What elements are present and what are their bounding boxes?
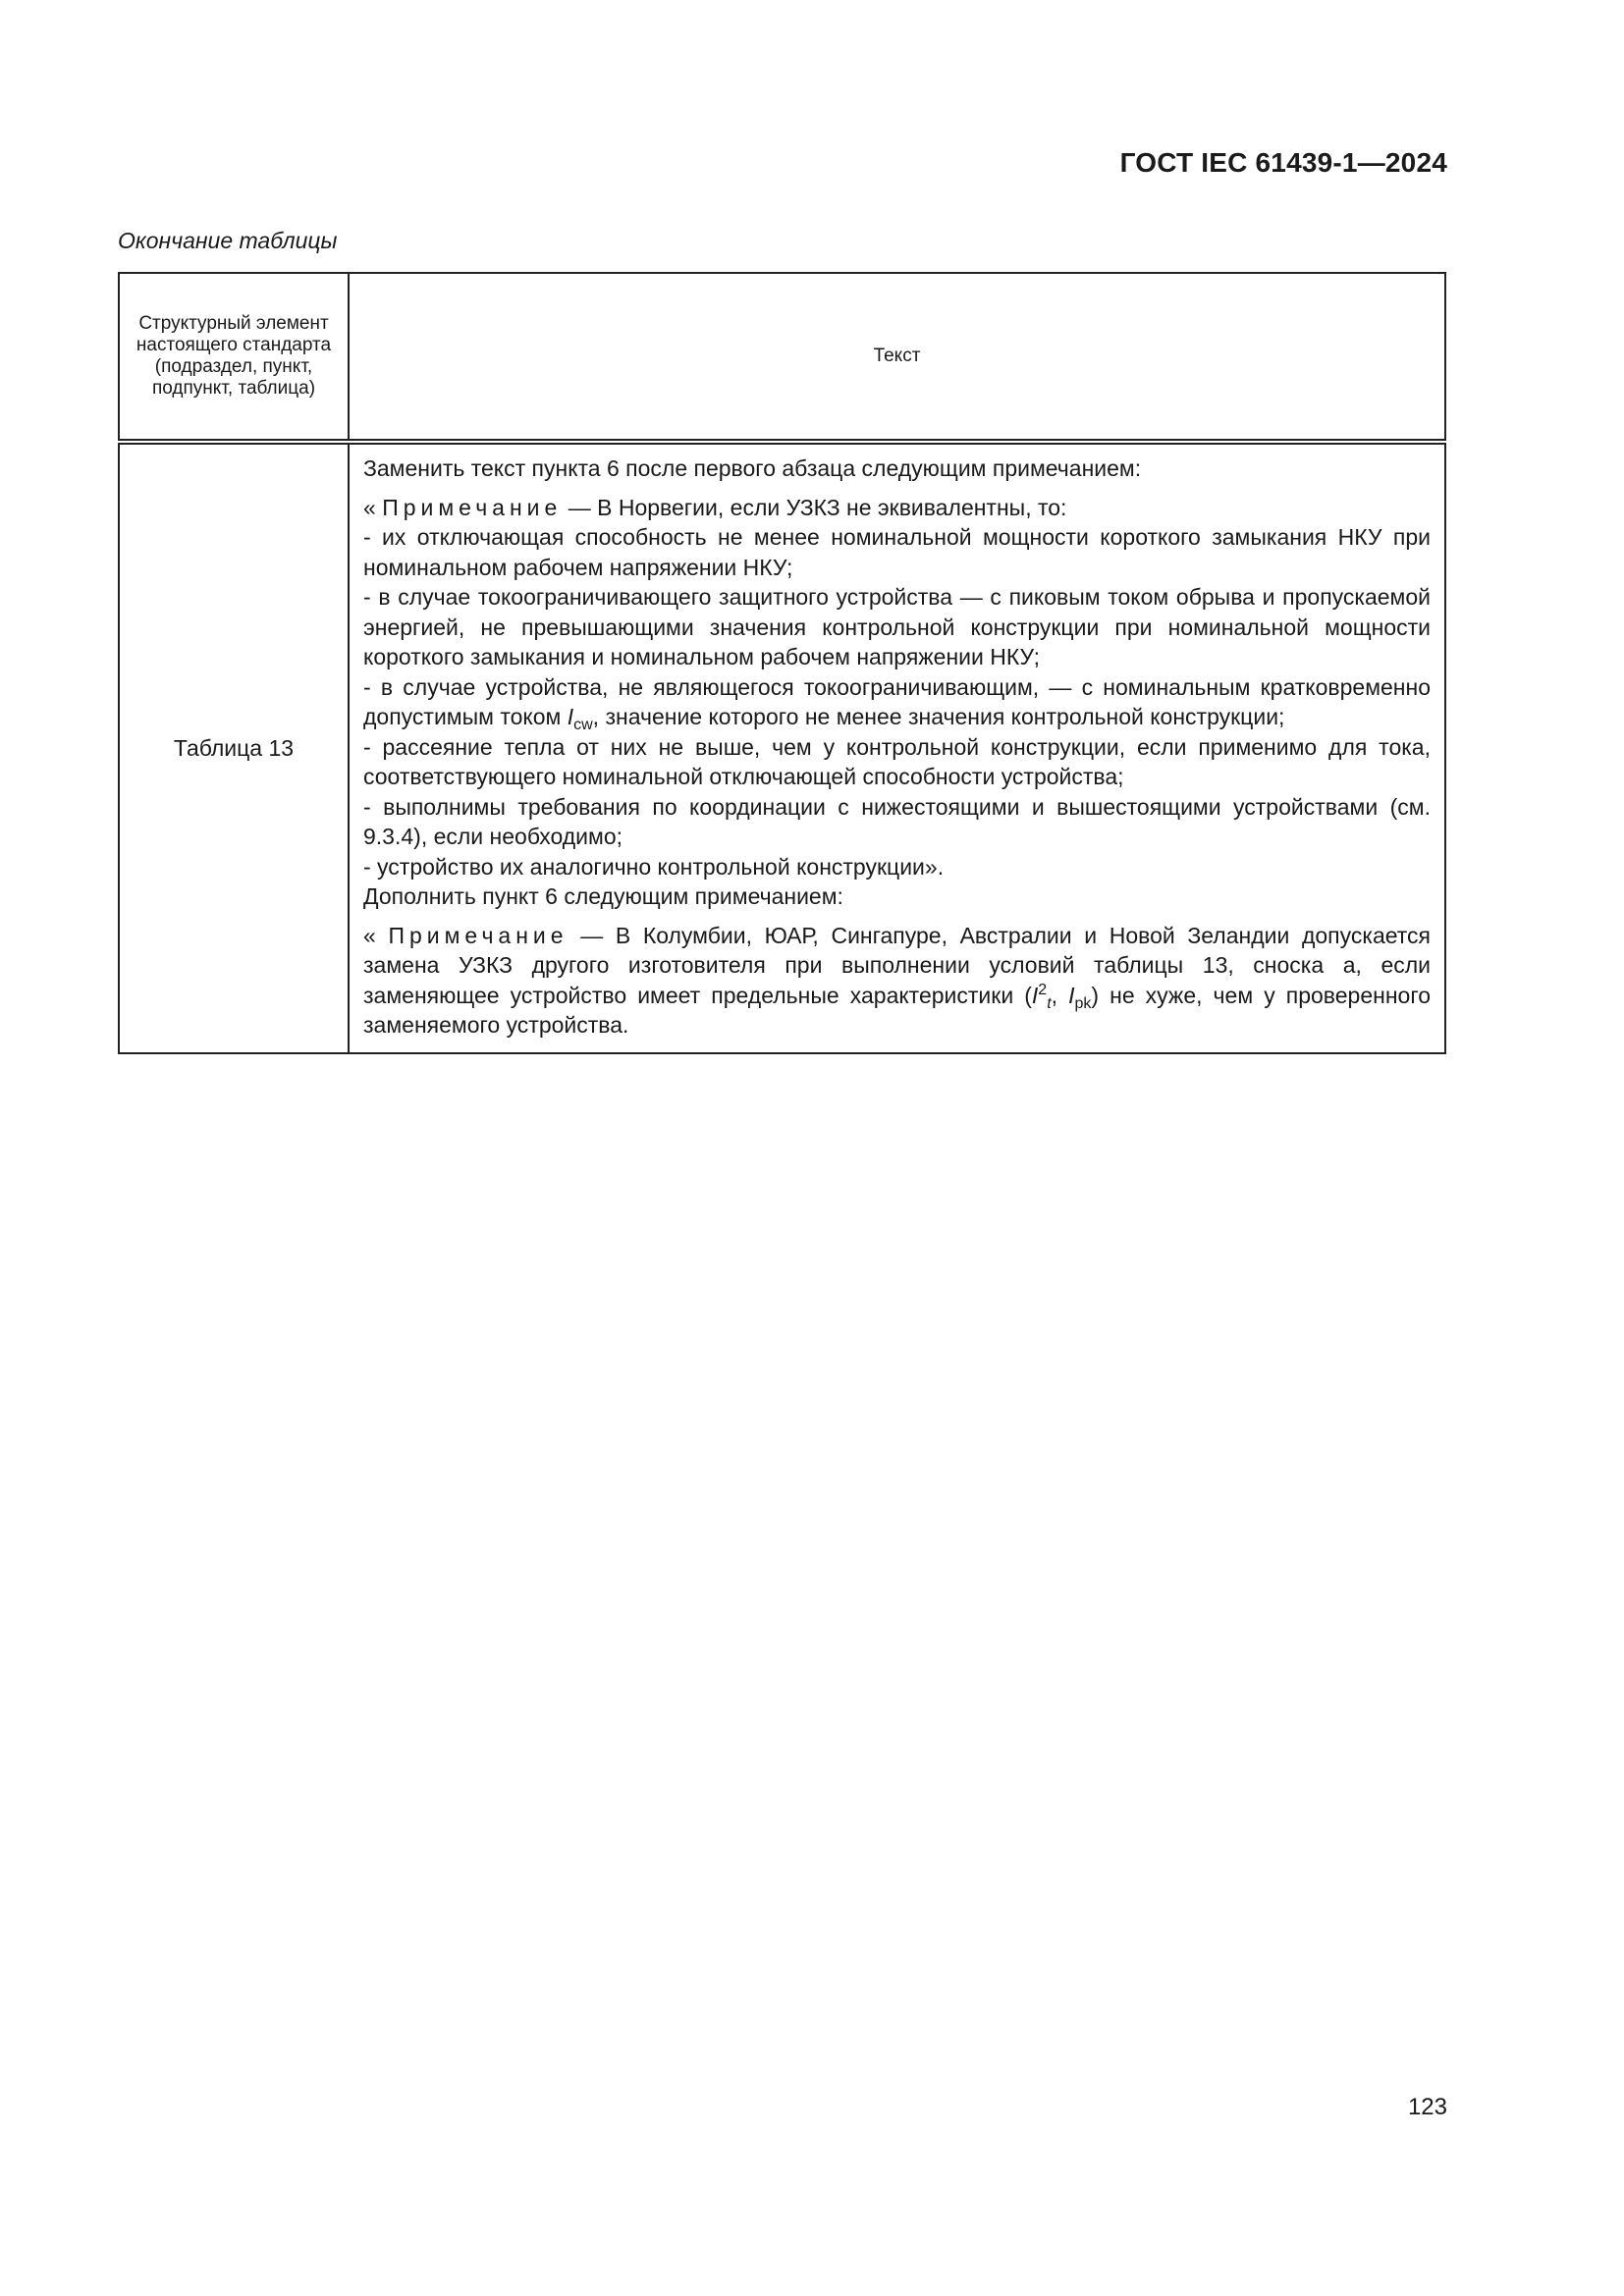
current-subscript: cw bbox=[573, 717, 593, 733]
table-row bbox=[119, 442, 1445, 1053]
energy-subscript: t bbox=[1047, 994, 1052, 1012]
note-norway-lead bbox=[363, 493, 1431, 523]
list-item bbox=[363, 672, 1431, 732]
current-symbol: I bbox=[567, 704, 574, 729]
peak-current-subscript: pk bbox=[1074, 994, 1092, 1012]
note-countries-text: — В Колумбии, ЮАР, Сингапуре, Австралии и Новой Зеландии допускается замена УЗКЗ другого изготовителя при выполнении условий таблицы 13, сноска а, если заменяющее устройство имеет предельные характеристики ( bbox=[363, 922, 1431, 1008]
energy-superscript: 2 bbox=[1038, 981, 1048, 998]
note-norway-label: Примечание bbox=[382, 494, 563, 520]
add-instruction: Дополнить пункт 6 следующим примечанием: bbox=[363, 883, 843, 909]
table-caption: Окончание таблицы bbox=[118, 228, 338, 253]
note-countries-text-end: ) не хуже, чем у проверенного заменяемого устройства. bbox=[363, 982, 1432, 1038]
note-norway-open-quote: « bbox=[363, 494, 383, 520]
table-header-row bbox=[119, 273, 1445, 442]
list-item: - выполнимы требования по координации с нижестоящими и вышестоящими устройствами (см. 9.3.4), если необходимо; bbox=[363, 793, 1431, 849]
note-countries bbox=[363, 921, 1431, 1041]
note-countries-open-quote: « bbox=[363, 922, 389, 948]
row-label-cell: Таблица 13 bbox=[119, 442, 349, 1053]
amendments-table bbox=[118, 272, 1446, 1054]
page-number: 123 bbox=[1407, 2094, 1447, 2120]
energy-symbol: I bbox=[1031, 982, 1039, 1008]
replace-instruction: Заменить текст пункта 6 после первого абзаца следующим примечанием: bbox=[363, 455, 1142, 481]
peak-current-symbol: I bbox=[1068, 982, 1075, 1008]
list-item: - в случае токоограничивающего защитного устройства — с пиковым током обрыва и пропускаемой энергией, не превышающими значения контрольной конструкции при номинальной мощности короткого замыкания и номинальном рабочем напряжении НКУ; bbox=[363, 584, 1431, 669]
list-item-text: , значение которого не менее значения контрольной конструкции; bbox=[592, 704, 1285, 729]
column-header-text: Текст bbox=[349, 273, 1445, 442]
list-item: - устройство их аналогично контрольной конструкции». bbox=[363, 853, 945, 880]
symbol-separator: , bbox=[1051, 982, 1069, 1008]
row-text-cell bbox=[349, 442, 1445, 1053]
list-item: - рассеяние тепла от них не выше, чем у контрольной конструкции, если применимо для тока, соответствующего номинальной отключающей способности устройства; bbox=[363, 733, 1431, 789]
list-item: - их отключающая способность не менее номинальной мощности короткого замыкания НКУ при номинальном рабочем напряжении НКУ; bbox=[363, 524, 1431, 580]
document-designation: ГОСТ IEC 61439-1—2024 bbox=[1119, 147, 1447, 178]
note-norway-text: — В Норвегии, если УЗКЗ не эквивалентны, то: bbox=[562, 494, 1067, 520]
column-header-structural-element bbox=[119, 273, 349, 442]
column-header-structural-element-text: Структурный элемент настоящего стандарта (подраздел, пункт, подпункт, таблица) bbox=[135, 313, 332, 399]
note-countries-label: Примечание bbox=[388, 922, 568, 948]
list-item-text: - в случае устройства, не являющегося токоограничивающим, — с номинальным кратковременно допустимым током bbox=[363, 673, 1431, 729]
